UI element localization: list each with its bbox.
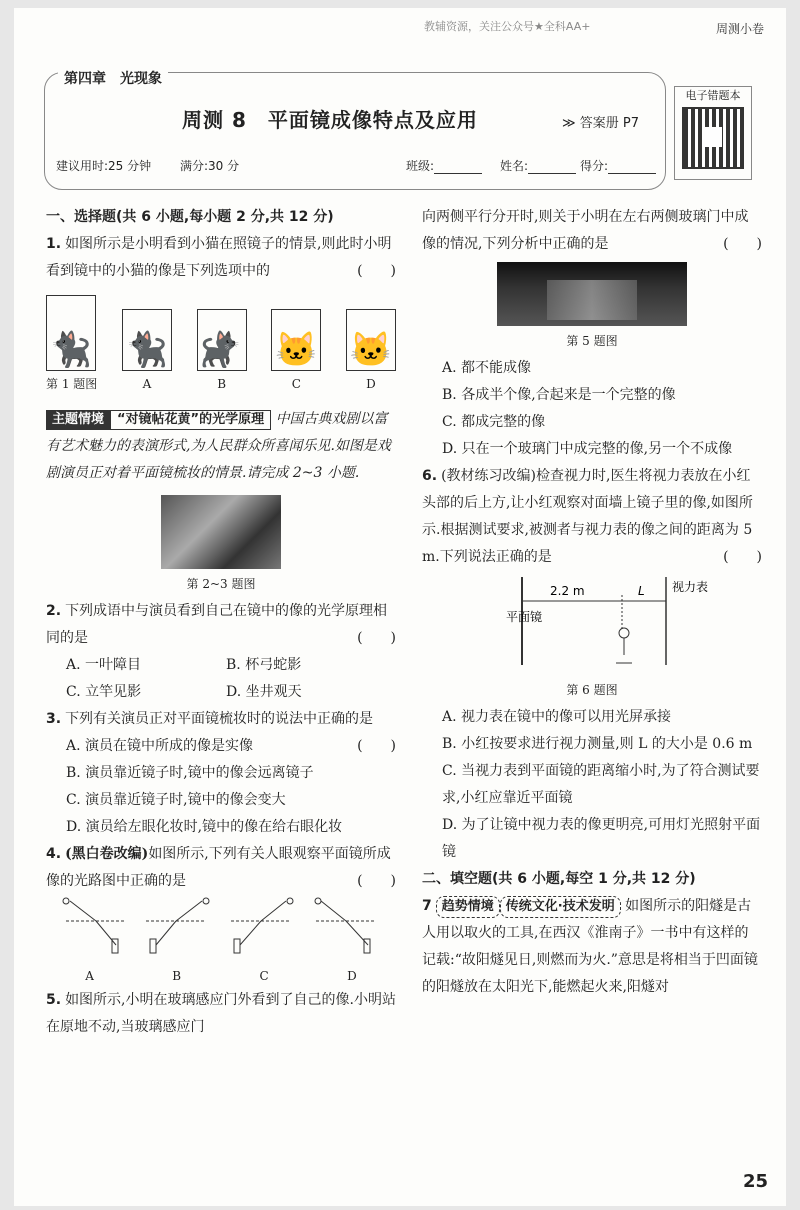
- q6-text: 检查视力时,医生将视力表放在小红头部的后上方,让小红观察对面墙上镜子里的像,如图所示.根据测试要求,被测者与视力表的像之间的距离为 5 m.下列说法正确的是: [422, 468, 753, 565]
- left-column: [46, 204, 396, 1041]
- section-choice-heading: 一、选择题(共 6 小题,每小题 2 分,共 12 分): [46, 209, 334, 225]
- worksheet-page: [14, 8, 786, 1206]
- qr-code-box[interactable]: [674, 86, 752, 180]
- q1-label-d: D: [366, 377, 376, 391]
- cat-back-icon: 🐈‍⬛: [122, 309, 172, 371]
- q4-labels: [46, 969, 396, 983]
- header-notice: 教辅资源，关注公众号★全科AA+: [424, 20, 591, 33]
- glass-door-photo: [497, 262, 687, 326]
- test-title: 周测 8 平面镜成像特点及应用: [182, 108, 478, 132]
- q3-answer-paren: ( ): [357, 738, 396, 754]
- q1-option-c: [271, 309, 321, 398]
- q2-option-d: D. 坐井观天: [226, 684, 302, 700]
- q1-label-a: A: [142, 377, 152, 391]
- q2-option-a: A. 一叶障目: [66, 657, 142, 673]
- q2-text: 下列成语中与演员看到自己在镜中的像的光学原理相同的是: [46, 603, 388, 646]
- q6-answer-paren: ( ): [723, 549, 762, 565]
- q6-option-b: B. 小红按要求进行视力测量,则 L 的大小是 0.6 m: [442, 736, 753, 752]
- name-field: 姓名:: [500, 157, 576, 174]
- q7-culture-tag: 传统文化·技术发明: [500, 896, 621, 918]
- q5-text-cont: 向两侧平行分开时,则关于小明在左右两侧玻璃门中成像的情况,下列分析中正确的是: [422, 209, 749, 252]
- q4-label-a: A: [85, 969, 94, 983]
- q6-source: (教材练习改编): [441, 468, 536, 484]
- theme-context: [46, 406, 396, 487]
- q6-option-c: C. 当视力表到平面镜的距离缩小时,为了符合测试要求,小红应靠近平面镜: [442, 763, 760, 806]
- q2-option-c: C. 立竿见影: [66, 684, 142, 700]
- fig6-mirror-label: 平面镜: [506, 610, 543, 624]
- cat-back-icon: 🐈‍⬛: [49, 330, 93, 370]
- q4-label-d: D: [347, 969, 357, 983]
- q2-number: 2.: [46, 603, 62, 619]
- qr-code-icon: [682, 107, 744, 169]
- time-label: 建议用时:25 分钟: [56, 159, 152, 173]
- q2-option-b: B. 杯弓蛇影: [226, 657, 302, 673]
- q1-number: 1.: [46, 236, 62, 252]
- q5-text: 如图所示,小明在玻璃感应门外看到了自己的像.小明站在原地不动,当玻璃感应门: [46, 992, 396, 1035]
- q7-text: 如图所示的阳燧是古人用以取火的工具,在西汉《淮南子》一书中有这样的记载:“故阳燧见日,则燃而为火.”意思是将相当于凹面镜的阳燧放在太阳光下,能燃起火来,阳燧对: [422, 898, 758, 995]
- section-fill-heading: 二、填空题(共 6 小题,每空 1 分,共 12 分): [422, 871, 696, 887]
- chapter-label: 第四章 光现象: [58, 68, 168, 88]
- q5-continued: [422, 204, 762, 258]
- answer-ref-text: 答案册 P7: [579, 116, 639, 131]
- q5-option-a: A. 都不能成像: [442, 360, 532, 376]
- q4-label-b: B: [172, 969, 182, 983]
- q4-answer-paren: ( ): [357, 873, 396, 889]
- q2-answer-paren: ( ): [357, 630, 396, 646]
- q7-trend-tag: 趋势情境: [436, 896, 500, 918]
- ray-diagram-c: [231, 898, 293, 953]
- q5-option-d: D. 只在一个玻璃门中成完整的像,另一个不成像: [442, 441, 733, 457]
- cat-front-icon: 🐱: [271, 309, 321, 371]
- cat-front-icon: 🐱: [346, 309, 396, 371]
- ray-diagram-b: [146, 898, 209, 953]
- q1-option-d: [346, 309, 396, 398]
- q3-text: 下列有关演员正对平面镜梳妆时的说法中正确的是: [65, 711, 374, 727]
- q3-option-a: A. 演员在镜中所成的像是实像: [66, 738, 254, 754]
- question-5: [46, 987, 396, 1041]
- person-icon: [616, 628, 632, 663]
- page-number: 25: [742, 1171, 768, 1192]
- grade-field: 得分:: [580, 157, 656, 174]
- q6-number: 6.: [422, 468, 438, 484]
- theme-title: “对镜帖花黄”的光学原理: [110, 410, 271, 430]
- q3-options: [46, 733, 396, 841]
- score-label: 满分:30 分: [180, 159, 240, 173]
- q6-option-a: A. 视力表在镜中的像可以用光屏承接: [442, 709, 672, 725]
- q5-number: 5.: [46, 992, 62, 1008]
- q2-options: [46, 652, 396, 706]
- fig6-chart-label: 视力表: [672, 580, 709, 594]
- q3-option-d: D. 演员给左眼化妆时,镜中的像在给右眼化妆: [66, 819, 343, 835]
- ray-diagram-a: [63, 898, 126, 953]
- theme-text: 中国古典戏剧以富有艺术魅力的表演形式,为人民群众所喜闻乐见.如图是戏剧演员正对着平面镜梳妆的情景.请完成 2~3 小题.: [46, 411, 391, 481]
- fig6-l-label: L: [638, 584, 645, 598]
- q1-label-b: B: [217, 377, 227, 391]
- q4-number: 4.: [46, 846, 62, 862]
- q4-label-c: C: [259, 969, 269, 983]
- fig23-caption: 第 2~3 题图: [186, 577, 256, 591]
- q6-diagram: [422, 571, 762, 667]
- q4-ray-diagrams: [46, 895, 386, 959]
- q6-options: [422, 704, 762, 866]
- cat-back-icon: 🐈‍⬛: [197, 309, 247, 371]
- question-7: [422, 893, 762, 1001]
- question-6: [422, 463, 762, 571]
- qr-label: 电子错题本: [685, 89, 741, 102]
- q1-text: 如图所示是小明看到小猫在照镜子的情景,则此时小明看到镜中的小猫的像是下列选项中的: [46, 236, 392, 279]
- q3-option-b: B. 演员靠近镜子时,镜中的像会远离镜子: [66, 765, 314, 781]
- q7-number: 7: [422, 898, 432, 914]
- q5-option-c: C. 都成完整的像: [442, 414, 546, 430]
- q5-options: [422, 355, 762, 463]
- q1-label-c: C: [291, 377, 301, 391]
- question-2: [46, 598, 396, 652]
- theme-tag: 主题情境: [46, 410, 110, 430]
- fig5-caption: 第 5 题图: [566, 334, 618, 348]
- q1-option-b: [197, 309, 247, 398]
- q1-figure: [46, 295, 396, 398]
- q3-option-c: C. 演员靠近镜子时,镜中的像会变大: [66, 792, 286, 808]
- header-tag: 周测小卷: [715, 22, 764, 36]
- q1-figure-caption: 第 1 题图: [46, 377, 98, 391]
- q6-option-d: D. 为了让镜中视力表的像更明亮,可用灯光照射平面镜: [442, 817, 761, 860]
- q4-text: 如图所示,下列有关人眼观察平面镜所成像的光路图中正确的是: [46, 846, 391, 889]
- question-1: [46, 231, 396, 285]
- fig6-caption: 第 6 题图: [566, 683, 618, 697]
- mirror-icon: [46, 295, 96, 371]
- class-field: 班级:: [406, 157, 482, 174]
- question-4: [46, 841, 396, 895]
- q1-scene: [46, 295, 97, 398]
- right-column: [422, 204, 762, 1001]
- fig6-distance-label: 2.2 m: [550, 584, 585, 598]
- q4-source: (黑白卷改编): [65, 846, 149, 862]
- q3-number: 3.: [46, 711, 62, 727]
- ray-diagram-d: [315, 898, 376, 953]
- q5-answer-paren: ( ): [723, 236, 762, 252]
- opera-actor-photo: [161, 495, 281, 569]
- q1-answer-paren: ( ): [357, 263, 396, 279]
- answer-reference: ≫ 答案册 P7: [562, 116, 639, 131]
- q1-option-a: [122, 309, 172, 398]
- q5-option-b: B. 各成半个像,合起来是一个完整的像: [442, 387, 676, 403]
